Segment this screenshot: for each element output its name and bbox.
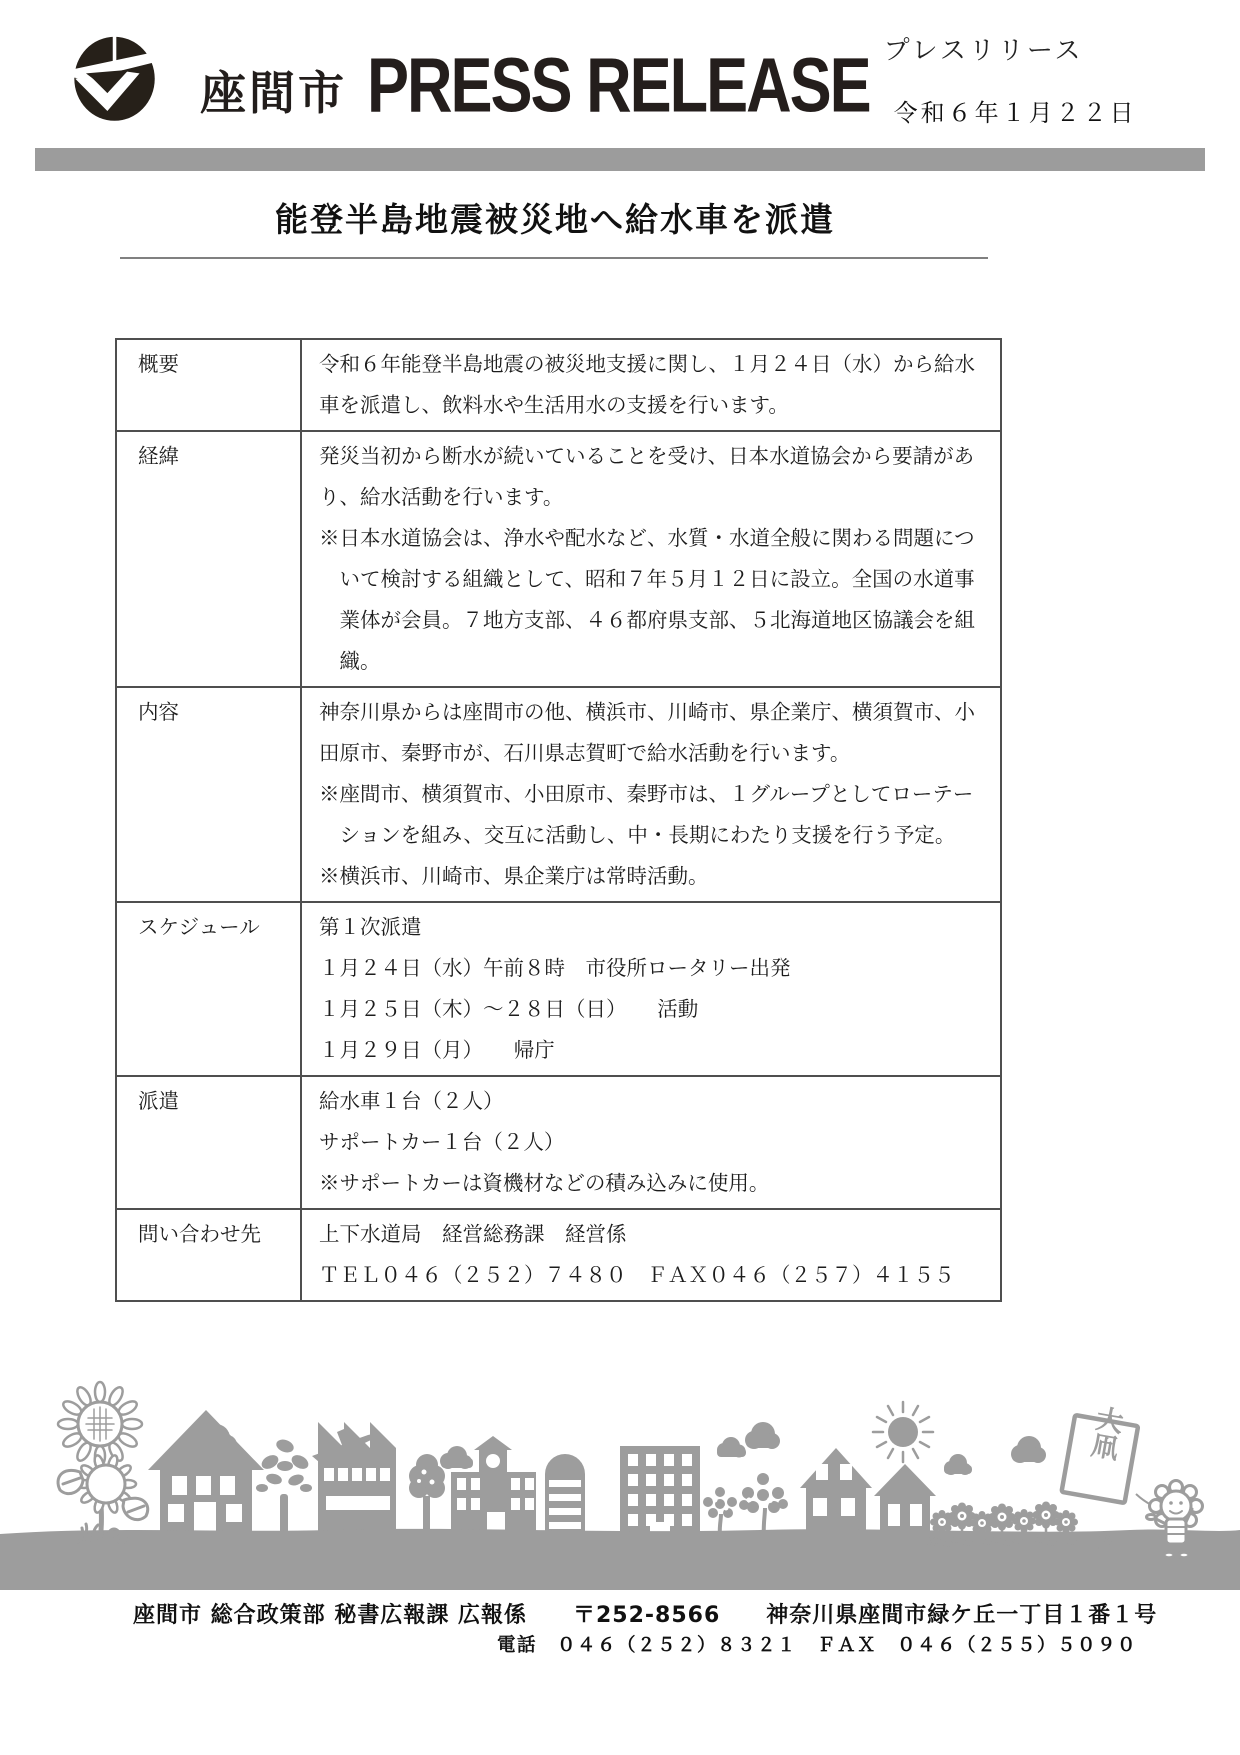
ground xyxy=(0,1529,1240,1590)
house-icon xyxy=(148,1410,264,1537)
footer-address: 座間市 総合政策部 秘書広報課 広報係 〒252-8566 神奈川県座間市緑ケ丘一丁目１番１号 xyxy=(133,1603,1158,1628)
cell-line: ※サポートカーは資機材などの積み込みに使用。 xyxy=(319,1171,770,1195)
header-right xyxy=(884,30,1137,128)
cell-line: 車を派遣し、飲料水や生活用水の支援を行います。 xyxy=(319,393,789,417)
row-content xyxy=(301,339,1001,431)
tree-icon xyxy=(409,1454,445,1538)
footer-phone: 電話 ０４６（２５２）８３２１ ＦＡＸ ０４６（２５５）５０９０ xyxy=(497,1635,1138,1656)
table-row xyxy=(116,902,1001,1076)
press-release-heading: PRESS RELEASE xyxy=(367,43,870,129)
cloud-icon xyxy=(1011,1436,1046,1463)
table-row xyxy=(116,1076,1001,1209)
cell-line: １月２４日（水）午前８時 市役所ロータリー出発 xyxy=(319,956,791,980)
cell-line: サポートカー１台（２人） xyxy=(319,1130,565,1154)
cell-line: いて検討する組織として、昭和７年５月１２日に設立。全国の水道事 xyxy=(319,567,975,591)
row-content xyxy=(301,687,1001,902)
townscape-illustration xyxy=(0,1376,1240,1590)
cell-line: ＴＥＬ０４６（２５２）７４８０ ＦＡＸ０４６（２５７）４１５５ xyxy=(319,1263,955,1287)
row-label: 概要 xyxy=(116,339,301,431)
cell-line: 上下水道局 経営総務課 経営係 xyxy=(319,1222,627,1246)
sunflower-character-icon xyxy=(58,1382,148,1543)
cell-line: 業体が会員。７地方支部、４６都府県支部、５北海道地区協議会を組 xyxy=(319,608,975,632)
cell-line: 給水車１台（２人） xyxy=(319,1089,504,1113)
cell-line: １月２５日（木）～２８日（日） 活動 xyxy=(319,997,699,1021)
blossom-tree-icon xyxy=(739,1473,788,1537)
cell-line: ※横浜市、川崎市、県企業庁は常時活動。 xyxy=(319,864,709,888)
header xyxy=(52,26,1137,128)
table-row xyxy=(116,687,1001,902)
table-row xyxy=(116,339,1001,431)
cell-line: １月２９日（月） 帰庁 xyxy=(319,1038,555,1062)
building-icon xyxy=(620,1446,700,1537)
title-underline xyxy=(120,257,988,259)
info-table xyxy=(115,338,1002,1302)
building-icon xyxy=(545,1454,585,1537)
row-label: 問い合わせ先 xyxy=(116,1209,301,1301)
row-content xyxy=(301,1209,1001,1301)
cell-line: り、給水活動を行います。 xyxy=(319,485,564,509)
cloud-icon xyxy=(944,1454,972,1475)
sunflower-icon xyxy=(989,1504,1016,1549)
row-content xyxy=(301,1076,1001,1209)
cell-line: ※日本水道協会は、浄水や配水など、水質・水道全般に関わる問題につ xyxy=(319,526,975,550)
cloud-icon xyxy=(440,1446,473,1469)
cell-line: 神奈川県からは座間市の他、横浜市、川崎市、県企業庁、横須賀市、小 xyxy=(319,700,975,724)
cell-line: 発災当初から断水が続いていることを受け、日本水道協会から要請があ xyxy=(319,444,975,468)
table-row xyxy=(116,1209,1001,1301)
cloud-icon xyxy=(717,1437,746,1458)
factory-icon xyxy=(318,1422,396,1537)
header-divider-bar xyxy=(35,148,1205,171)
tree-icon xyxy=(256,1437,312,1538)
page-title: 能登半島地震被災地へ給水車を派遣 xyxy=(275,200,835,239)
cell-line: 令和６年能登半島地震の被災地支援に関し、１月２４日（水）から給水 xyxy=(319,352,975,376)
zama-city-emblem-icon xyxy=(52,27,186,127)
city-name: 座間市 xyxy=(200,66,347,120)
blossom-tree-icon xyxy=(703,1487,737,1537)
press-release-jp-label: プレスリリース xyxy=(883,36,1084,66)
sun-icon xyxy=(873,1402,933,1462)
cell-line: ションを組み、交互に活動し、中・長期にわたり支援を行う予定。 xyxy=(319,823,956,847)
table-row xyxy=(116,431,1001,687)
cloud-icon xyxy=(745,1422,780,1449)
house-icon xyxy=(874,1464,936,1537)
row-label: 派遣 xyxy=(116,1076,301,1209)
cell-line: 第１次派遣 xyxy=(319,915,422,939)
house-icon xyxy=(800,1448,872,1537)
cell-line: ※座間市、横須賀市、小田原市、秦野市は、１グループとしてローテー xyxy=(319,782,974,806)
row-content xyxy=(301,902,1001,1076)
cell-line: 田原市、秦野市が、石川県志賀町で給水活動を行います。 xyxy=(319,741,851,765)
kite-text: 大凧 xyxy=(1084,1403,1125,1462)
row-content xyxy=(301,431,1001,687)
cell-line: 織。 xyxy=(319,649,381,673)
row-label: 内容 xyxy=(116,687,301,902)
release-date: 令和６年１月２２日 xyxy=(893,99,1137,127)
row-label: 経緯 xyxy=(116,431,301,687)
row-label: スケジュール xyxy=(116,902,301,1076)
